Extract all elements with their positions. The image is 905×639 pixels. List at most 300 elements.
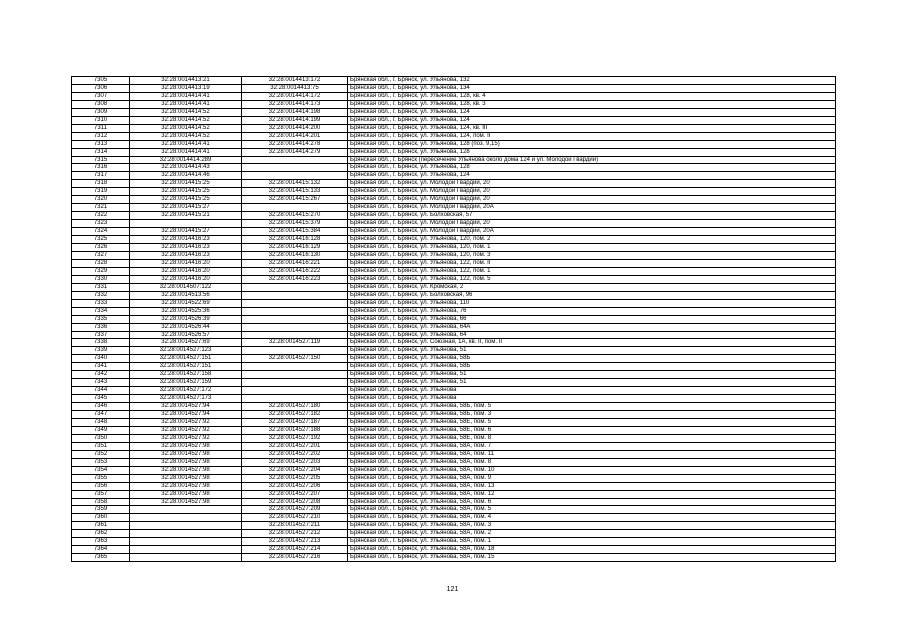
address-cell: Брянская обл., г. Брянск, ул. Ульянова, 120, пом. 2: [348, 236, 836, 244]
row-number-cell: 7310: [72, 116, 130, 124]
table-row: [72, 196, 836, 204]
object-cadastral-number-cell: 32:28:0014416:222: [242, 267, 348, 275]
table-row: [72, 371, 836, 379]
object-cadastral-number-cell: [242, 164, 348, 172]
parcel-cadastral-number-cell: 32:28:0014527:151: [130, 363, 242, 371]
table-row: [72, 291, 836, 299]
address-cell: Брянская обл., г. Брянск, ул. Ульянова, 124, кв. III: [348, 124, 836, 132]
object-cadastral-number-cell: [242, 204, 348, 212]
table-row: [72, 148, 836, 156]
row-number-cell: 7312: [72, 132, 130, 140]
table-row: [72, 315, 836, 323]
row-number-cell: 7353: [72, 458, 130, 466]
object-cadastral-number-cell: 32:28:0014416:128: [242, 236, 348, 244]
address-cell: Брянская обл., г. Брянск, ул. Ульянова, 58А, пом. 11: [348, 450, 836, 458]
object-cadastral-number-cell: 32:28:0014415:267: [242, 196, 348, 204]
address-cell: Брянская обл., г. Брянск, ул. Ульянова, 58А, пом. 4: [348, 514, 836, 522]
address-cell: Брянская обл., г. Брянск, ул. Ульянова, 124: [348, 108, 836, 116]
address-cell: Брянская обл., г. Брянск, ул. Ульянова, 124: [348, 172, 836, 180]
row-number-cell: 7325: [72, 236, 130, 244]
object-cadastral-number-cell: 32:28:0014527:182: [242, 411, 348, 419]
row-number-cell: 7320: [72, 196, 130, 204]
parcel-cadastral-number-cell: 32:28:0014527:151: [130, 355, 242, 363]
address-cell: Брянская обл., г. Брянск, ул. Ульянова, 58А, пом. 9: [348, 474, 836, 482]
table-row: [72, 84, 836, 92]
object-cadastral-number-cell: 32:28:0014527:209: [242, 506, 348, 514]
row-number-cell: 7356: [72, 482, 130, 490]
parcel-cadastral-number-cell: [130, 538, 242, 546]
object-cadastral-number-cell: 32:28:0014527:213: [242, 538, 348, 546]
row-number-cell: 7365: [72, 554, 130, 562]
address-cell: Брянская обл., г. Брянск, ул. Ульянова, 132: [348, 77, 836, 85]
table-row: [72, 164, 836, 172]
row-number-cell: 7362: [72, 530, 130, 538]
object-cadastral-number-cell: 32:28:0014527:180: [242, 403, 348, 411]
address-cell: Брянская обл., г. Брянск, ул. Ульянова, 64А: [348, 323, 836, 331]
object-cadastral-number-cell: 32:28:0014415:133: [242, 188, 348, 196]
object-cadastral-number-cell: 32:28:0014414:172: [242, 92, 348, 100]
table-row: [72, 100, 836, 108]
row-number-cell: 7341: [72, 363, 130, 371]
table-row: [72, 180, 836, 188]
row-number-cell: 7349: [72, 426, 130, 434]
row-number-cell: 7354: [72, 466, 130, 474]
row-number-cell: 7313: [72, 140, 130, 148]
table-row: [72, 259, 836, 267]
address-cell: Брянская обл., г. Брянск, ул. Ульянова, 110: [348, 299, 836, 307]
parcel-cadastral-number-cell: 32:28:0014525:36: [130, 307, 242, 315]
object-cadastral-number-cell: 32:28:0014527:187: [242, 418, 348, 426]
parcel-cadastral-number-cell: 32:28:0014527:94: [130, 403, 242, 411]
register-table: [71, 76, 836, 562]
parcel-cadastral-number-cell: [130, 554, 242, 562]
register-table-body: [72, 77, 836, 562]
parcel-cadastral-number-cell: 32:28:0014522:69: [130, 299, 242, 307]
parcel-cadastral-number-cell: 32:28:0014416:20: [130, 259, 242, 267]
address-cell: Брянская обл., г. Брянск, ул. Ульянова, 58А, пом. 6: [348, 498, 836, 506]
object-cadastral-number-cell: 32:28:0014527:201: [242, 442, 348, 450]
parcel-cadastral-number-cell: 32:28:0014527:92: [130, 418, 242, 426]
address-cell: Брянская обл., г. Брянск, ул. Молодой Гвардии, 20А: [348, 204, 836, 212]
address-cell: Брянская обл., г. Брянск, ул. Молодой Гвардии, 20: [348, 188, 836, 196]
parcel-cadastral-number-cell: 32:28:0014413:19: [130, 84, 242, 92]
row-number-cell: 7309: [72, 108, 130, 116]
parcel-cadastral-number-cell: 32:28:0014415:25: [130, 196, 242, 204]
table-row: [72, 379, 836, 387]
object-cadastral-number-cell: 32:28:0014414:173: [242, 100, 348, 108]
parcel-cadastral-number-cell: 32:28:0014414:52: [130, 116, 242, 124]
row-number-cell: 7346: [72, 403, 130, 411]
parcel-cadastral-number-cell: 32:28:0014527:123: [130, 347, 242, 355]
table-row: [72, 156, 836, 164]
address-cell: Брянская обл., г. Брянск, ул. Ульянова: [348, 387, 836, 395]
object-cadastral-number-cell: 32:28:0014413:172: [242, 77, 348, 85]
table-row: [72, 108, 836, 116]
table-row: [72, 530, 836, 538]
table-row: [72, 244, 836, 252]
row-number-cell: 7322: [72, 212, 130, 220]
parcel-cadastral-number-cell: 32:28:0014414:41: [130, 100, 242, 108]
address-cell: Брянская обл., г. Брянск, ул. Ульянова, 58Б, пом. 5: [348, 403, 836, 411]
parcel-cadastral-number-cell: 32:28:0014415:25: [130, 188, 242, 196]
address-cell: Брянская обл., г. Брянск, ул. Ульянова, 58А, пом. 2: [348, 530, 836, 538]
row-number-cell: 7348: [72, 418, 130, 426]
table-row: [72, 395, 836, 403]
address-cell: Брянская обл., г. Брянск, ул. Ульянова, 122, пом. 1: [348, 267, 836, 275]
address-cell: Брянская обл., г. Брянск, ул. Ульянова, 134: [348, 84, 836, 92]
row-number-cell: 7327: [72, 251, 130, 259]
object-cadastral-number-cell: [242, 299, 348, 307]
object-cadastral-number-cell: 32:28:0014527:214: [242, 546, 348, 554]
address-cell: Брянская обл., г. Брянск, ул. Ульянова, 58Е, пом. 6: [348, 426, 836, 434]
address-cell: Брянская обл., г. Брянск, ул. Молодой Гвардии, 20: [348, 220, 836, 228]
row-number-cell: 7314: [72, 148, 130, 156]
object-cadastral-number-cell: [242, 347, 348, 355]
parcel-cadastral-number-cell: 32:28:0014527:172: [130, 387, 242, 395]
parcel-cadastral-number-cell: 32:28:0014527:158: [130, 371, 242, 379]
table-row: [72, 426, 836, 434]
parcel-cadastral-number-cell: [130, 530, 242, 538]
row-number-cell: 7345: [72, 395, 130, 403]
object-cadastral-number-cell: 32:28:0014415:132: [242, 180, 348, 188]
address-cell: Брянская обл., г. Брянск, ул. Ульянова, 66: [348, 315, 836, 323]
object-cadastral-number-cell: [242, 315, 348, 323]
address-cell: Брянская обл., г. Брянск, ул. Ульянова, 51: [348, 371, 836, 379]
row-number-cell: 7305: [72, 77, 130, 85]
object-cadastral-number-cell: 32:28:0014414:279: [242, 148, 348, 156]
row-number-cell: 7336: [72, 323, 130, 331]
table-row: [72, 482, 836, 490]
object-cadastral-number-cell: 32:28:0014527:207: [242, 490, 348, 498]
address-cell: Брянская обл., г. Брянск, ул. Ульянова, 128: [348, 164, 836, 172]
table-row: [72, 418, 836, 426]
object-cadastral-number-cell: 32:28:0014413:75: [242, 84, 348, 92]
parcel-cadastral-number-cell: 32:28:0014413:21: [130, 77, 242, 85]
row-number-cell: 7338: [72, 339, 130, 347]
address-cell: Брянская обл., г. Брянск, ул. Ульянова, 128 (поз. 9,15): [348, 140, 836, 148]
table-row: [72, 331, 836, 339]
row-number-cell: 7357: [72, 490, 130, 498]
row-number-cell: 7351: [72, 442, 130, 450]
table-row: [72, 204, 836, 212]
parcel-cadastral-number-cell: 32:28:0014527:92: [130, 434, 242, 442]
table-row: [72, 188, 836, 196]
address-cell: Брянская обл., г. Брянск, ул. Молодой Гвардии, 20А: [348, 228, 836, 236]
row-number-cell: 7334: [72, 307, 130, 315]
address-cell: Брянская обл., г. Брянск, ул. Ульянова, 58А, пом. 13: [348, 482, 836, 490]
parcel-cadastral-number-cell: 32:28:0014513:56: [130, 291, 242, 299]
object-cadastral-number-cell: 32:28:0014414:278: [242, 140, 348, 148]
row-number-cell: 7358: [72, 498, 130, 506]
row-number-cell: 7328: [72, 259, 130, 267]
object-cadastral-number-cell: 32:28:0014527:203: [242, 458, 348, 466]
parcel-cadastral-number-cell: 32:28:0014414:43: [130, 164, 242, 172]
address-cell: Брянская обл., г. Брянск, ул. Ульянова, 58А, пом. 1: [348, 538, 836, 546]
table-row: [72, 132, 836, 140]
object-cadastral-number-cell: 32:28:0014415:379: [242, 220, 348, 228]
object-cadastral-number-cell: 32:28:0014527:204: [242, 466, 348, 474]
parcel-cadastral-number-cell: 32:28:0014527:98: [130, 474, 242, 482]
address-cell: Брянская обл., г. Брянск, ул. Ульянова, 58Е, пом. 5: [348, 418, 836, 426]
table-row: [72, 323, 836, 331]
address-cell: Брянская обл., г. Брянск, ул. Ульянова, 58Б: [348, 363, 836, 371]
object-cadastral-number-cell: 32:28:0014416:221: [242, 259, 348, 267]
parcel-cadastral-number-cell: [130, 514, 242, 522]
row-number-cell: 7329: [72, 267, 130, 275]
table-row: [72, 267, 836, 275]
parcel-cadastral-number-cell: 32:28:0014414:41: [130, 148, 242, 156]
object-cadastral-number-cell: 32:28:0014527:206: [242, 482, 348, 490]
parcel-cadastral-number-cell: 32:28:0014527:92: [130, 426, 242, 434]
parcel-cadastral-number-cell: 32:28:0014527:98: [130, 466, 242, 474]
row-number-cell: 7306: [72, 84, 130, 92]
address-cell: Брянская обл., г. Брянск, ул. Кромская, 2: [348, 283, 836, 291]
address-cell: Брянская обл., г. Брянск, ул. Союзная, 1А, кв. II, пом. II: [348, 339, 836, 347]
address-cell: Брянская обл., г. Брянск, ул. Ульянова, 120, пом. 1: [348, 244, 836, 252]
address-cell: Брянская обл., г. Брянск, ул. Ульянова, 76: [348, 307, 836, 315]
object-cadastral-number-cell: 32:28:0014415:270: [242, 212, 348, 220]
address-cell: Брянская обл., г. Брянск, ул. Ульянова, 64: [348, 331, 836, 339]
row-number-cell: 7315: [72, 156, 130, 164]
parcel-cadastral-number-cell: 32:28:0014527:98: [130, 450, 242, 458]
parcel-cadastral-number-cell: 32:28:0014414:52: [130, 108, 242, 116]
row-number-cell: 7308: [72, 100, 130, 108]
parcel-cadastral-number-cell: 32:28:0014526:44: [130, 323, 242, 331]
address-cell: Брянская обл., г. Брянск, ул. Ульянова, 58А, пом. 15: [348, 554, 836, 562]
table-row: [72, 77, 836, 85]
table-row: [72, 275, 836, 283]
table-row: [72, 434, 836, 442]
table-row: [72, 490, 836, 498]
address-cell: Брянская обл., г. Брянск, ул. Ульянова, 128, кв. 4: [348, 92, 836, 100]
address-cell: Брянская обл., г. Брянск, ул. Ульянова, 128: [348, 148, 836, 156]
object-cadastral-number-cell: 32:28:0014527:210: [242, 514, 348, 522]
address-cell: Брянская обл., г. Брянск, ул. Ульянова, 58Б, пом. 3: [348, 411, 836, 419]
row-number-cell: 7323: [72, 220, 130, 228]
address-cell: Брянская обл., г. Брянск, ул. Ульянова, 128, кв. 3: [348, 100, 836, 108]
address-cell: Брянская обл., г. Брянск, ул. Молодой Гвардии, 20: [348, 180, 836, 188]
row-number-cell: 7342: [72, 371, 130, 379]
object-cadastral-number-cell: [242, 172, 348, 180]
parcel-cadastral-number-cell: 32:28:0014507:122: [130, 283, 242, 291]
table-row: [72, 220, 836, 228]
parcel-cadastral-number-cell: 32:28:0014414:289: [130, 156, 242, 164]
row-number-cell: 7317: [72, 172, 130, 180]
row-number-cell: 7350: [72, 434, 130, 442]
object-cadastral-number-cell: 32:28:0014527:150: [242, 355, 348, 363]
object-cadastral-number-cell: [242, 283, 348, 291]
parcel-cadastral-number-cell: 32:28:0014416:20: [130, 267, 242, 275]
row-number-cell: 7344: [72, 387, 130, 395]
table-row: [72, 538, 836, 546]
page-number: 121: [446, 586, 459, 593]
address-cell: Брянская обл., г. Брянск, ул. Ульянова, 58А, пом. 18: [348, 546, 836, 554]
table-row: [72, 506, 836, 514]
table-row: [72, 307, 836, 315]
object-cadastral-number-cell: 32:28:0014527:205: [242, 474, 348, 482]
parcel-cadastral-number-cell: 32:28:0014416:23: [130, 244, 242, 252]
parcel-cadastral-number-cell: 32:28:0014527:98: [130, 490, 242, 498]
table-row: [72, 474, 836, 482]
row-number-cell: 7307: [72, 92, 130, 100]
row-number-cell: 7318: [72, 180, 130, 188]
address-cell: Брянская обл., г. Брянск, ул. Ульянова, 124, пом. II: [348, 132, 836, 140]
table-row: [72, 339, 836, 347]
row-number-cell: 7363: [72, 538, 130, 546]
address-cell: Брянская обл., г. Брянск, ул. Ульянова, 122, пом. 5: [348, 275, 836, 283]
address-cell: Брянская обл., г. Брянск, ул. Ульянова, 51: [348, 379, 836, 387]
address-cell: Брянская обл., г. Брянск, ул. Ульянова, 58А, пом. 8: [348, 458, 836, 466]
table-row: [72, 498, 836, 506]
row-number-cell: 7361: [72, 522, 130, 530]
parcel-cadastral-number-cell: 32:28:0014414:52: [130, 124, 242, 132]
table-row: [72, 546, 836, 554]
object-cadastral-number-cell: [242, 379, 348, 387]
row-number-cell: 7359: [72, 506, 130, 514]
row-number-cell: 7343: [72, 379, 130, 387]
object-cadastral-number-cell: [242, 387, 348, 395]
table-row: [72, 251, 836, 259]
parcel-cadastral-number-cell: 32:28:0014415:27: [130, 228, 242, 236]
object-cadastral-number-cell: 32:28:0014527:211: [242, 522, 348, 530]
table-row: [72, 299, 836, 307]
row-number-cell: 7337: [72, 331, 130, 339]
address-cell: Брянская обл., г. Брянск (пересечение Ульянова около дома 124 и ул. Молодой Гвардии): [348, 156, 836, 164]
table-row: [72, 522, 836, 530]
row-number-cell: 7331: [72, 283, 130, 291]
address-cell: Брянская обл., г. Брянск, ул. Ульянова, 124: [348, 116, 836, 124]
parcel-cadastral-number-cell: 32:28:0014415:25: [130, 180, 242, 188]
table-row: [72, 228, 836, 236]
row-number-cell: 7332: [72, 291, 130, 299]
address-cell: Брянская обл., г. Брянск, ул. Ульянова, 58А, пом. 12: [348, 490, 836, 498]
object-cadastral-number-cell: 32:28:0014527:119: [242, 339, 348, 347]
row-number-cell: 7311: [72, 124, 130, 132]
address-cell: Брянская обл., г. Брянск, ул. Болховская, 96: [348, 291, 836, 299]
address-cell: Брянская обл., г. Брянск, ул. Болховская, 57: [348, 212, 836, 220]
parcel-cadastral-number-cell: [130, 546, 242, 554]
parcel-cadastral-number-cell: [130, 506, 242, 514]
parcel-cadastral-number-cell: 32:28:0014416:20: [130, 275, 242, 283]
object-cadastral-number-cell: [242, 363, 348, 371]
parcel-cadastral-number-cell: 32:28:0014416:23: [130, 251, 242, 259]
parcel-cadastral-number-cell: 32:28:0014415:27: [130, 204, 242, 212]
address-cell: Брянская обл., г. Брянск, ул. Ульянова, 58А, пом. 7: [348, 442, 836, 450]
row-number-cell: 7321: [72, 204, 130, 212]
row-number-cell: 7316: [72, 164, 130, 172]
table-row: [72, 466, 836, 474]
table-row: [72, 411, 836, 419]
object-cadastral-number-cell: 32:28:0014527:216: [242, 554, 348, 562]
parcel-cadastral-number-cell: 32:28:0014527:98: [130, 442, 242, 450]
row-number-cell: 7324: [72, 228, 130, 236]
object-cadastral-number-cell: 32:28:0014527:202: [242, 450, 348, 458]
parcel-cadastral-number-cell: 32:28:0014416:23: [130, 236, 242, 244]
table-row: [72, 363, 836, 371]
object-cadastral-number-cell: [242, 323, 348, 331]
object-cadastral-number-cell: [242, 291, 348, 299]
table-row: [72, 236, 836, 244]
address-cell: Брянская обл., г. Брянск, ул. Ульянова, 122, пом. II: [348, 259, 836, 267]
parcel-cadastral-number-cell: 32:28:0014527:94: [130, 411, 242, 419]
object-cadastral-number-cell: [242, 331, 348, 339]
object-cadastral-number-cell: 32:28:0014414:198: [242, 108, 348, 116]
parcel-cadastral-number-cell: 32:28:0014414:52: [130, 132, 242, 140]
row-number-cell: 7333: [72, 299, 130, 307]
object-cadastral-number-cell: [242, 307, 348, 315]
parcel-cadastral-number-cell: 32:28:0014527:98: [130, 482, 242, 490]
table-row: [72, 458, 836, 466]
object-cadastral-number-cell: 32:28:0014416:129: [242, 244, 348, 252]
address-cell: Брянская обл., г. Брянск, ул. Ульянова, 58А, пом. 3: [348, 522, 836, 530]
table-row: [72, 172, 836, 180]
table-row: [72, 514, 836, 522]
address-cell: Брянская обл., г. Брянск, ул. Ульянова, 120, пом. 3: [348, 251, 836, 259]
parcel-cadastral-number-cell: 32:28:0014527:69: [130, 339, 242, 347]
address-cell: Брянская обл., г. Брянск, ул. Ульянова, 58Е, пом. 8: [348, 434, 836, 442]
object-cadastral-number-cell: 32:28:0014416:223: [242, 275, 348, 283]
table-row: [72, 403, 836, 411]
object-cadastral-number-cell: [242, 156, 348, 164]
parcel-cadastral-number-cell: 32:28:0014414:41: [130, 92, 242, 100]
address-cell: Брянская обл., г. Брянск, ул. Ульянова, 51: [348, 347, 836, 355]
parcel-cadastral-number-cell: 32:28:0014527:159: [130, 379, 242, 387]
row-number-cell: 7339: [72, 347, 130, 355]
object-cadastral-number-cell: 32:28:0014414:201: [242, 132, 348, 140]
address-cell: Брянская обл., г. Брянск, ул. Ульянова: [348, 395, 836, 403]
parcel-cadastral-number-cell: 32:28:0014527:98: [130, 458, 242, 466]
row-number-cell: 7330: [72, 275, 130, 283]
row-number-cell: 7319: [72, 188, 130, 196]
table-row: [72, 283, 836, 291]
table-row: [72, 450, 836, 458]
object-cadastral-number-cell: [242, 395, 348, 403]
row-number-cell: 7352: [72, 450, 130, 458]
table-row: [72, 387, 836, 395]
parcel-cadastral-number-cell: 32:28:0014527:98: [130, 498, 242, 506]
row-number-cell: 7360: [72, 514, 130, 522]
object-cadastral-number-cell: 32:28:0014527:212: [242, 530, 348, 538]
table-row: [72, 212, 836, 220]
table-row: [72, 554, 836, 562]
row-number-cell: 7355: [72, 474, 130, 482]
table-row: [72, 124, 836, 132]
row-number-cell: 7335: [72, 315, 130, 323]
object-cadastral-number-cell: 32:28:0014414:200: [242, 124, 348, 132]
object-cadastral-number-cell: 32:28:0014527:208: [242, 498, 348, 506]
row-number-cell: 7364: [72, 546, 130, 554]
parcel-cadastral-number-cell: 32:28:0014414:46: [130, 172, 242, 180]
table-row: [72, 347, 836, 355]
table-row: [72, 116, 836, 124]
row-number-cell: 7340: [72, 355, 130, 363]
parcel-cadastral-number-cell: [130, 220, 242, 228]
object-cadastral-number-cell: [242, 371, 348, 379]
row-number-cell: 7326: [72, 244, 130, 252]
address-cell: Брянская обл., г. Брянск, ул. Ульянова, 58А, пом. 10: [348, 466, 836, 474]
object-cadastral-number-cell: 32:28:0014527:192: [242, 434, 348, 442]
address-cell: Брянская обл., г. Брянск, ул. Ульянова, 58Б: [348, 355, 836, 363]
object-cadastral-number-cell: 32:28:0014414:199: [242, 116, 348, 124]
address-cell: Брянская обл., г. Брянск, ул. Ульянова, 58А, пом. 5: [348, 506, 836, 514]
parcel-cadastral-number-cell: 32:28:0014415:21: [130, 212, 242, 220]
address-cell: Брянская обл., г. Брянск, ул. Молодой Гвардии, 20: [348, 196, 836, 204]
object-cadastral-number-cell: 32:28:0014415:384: [242, 228, 348, 236]
row-number-cell: 7347: [72, 411, 130, 419]
table-row: [72, 355, 836, 363]
table-row: [72, 442, 836, 450]
parcel-cadastral-number-cell: 32:28:0014527:173: [130, 395, 242, 403]
